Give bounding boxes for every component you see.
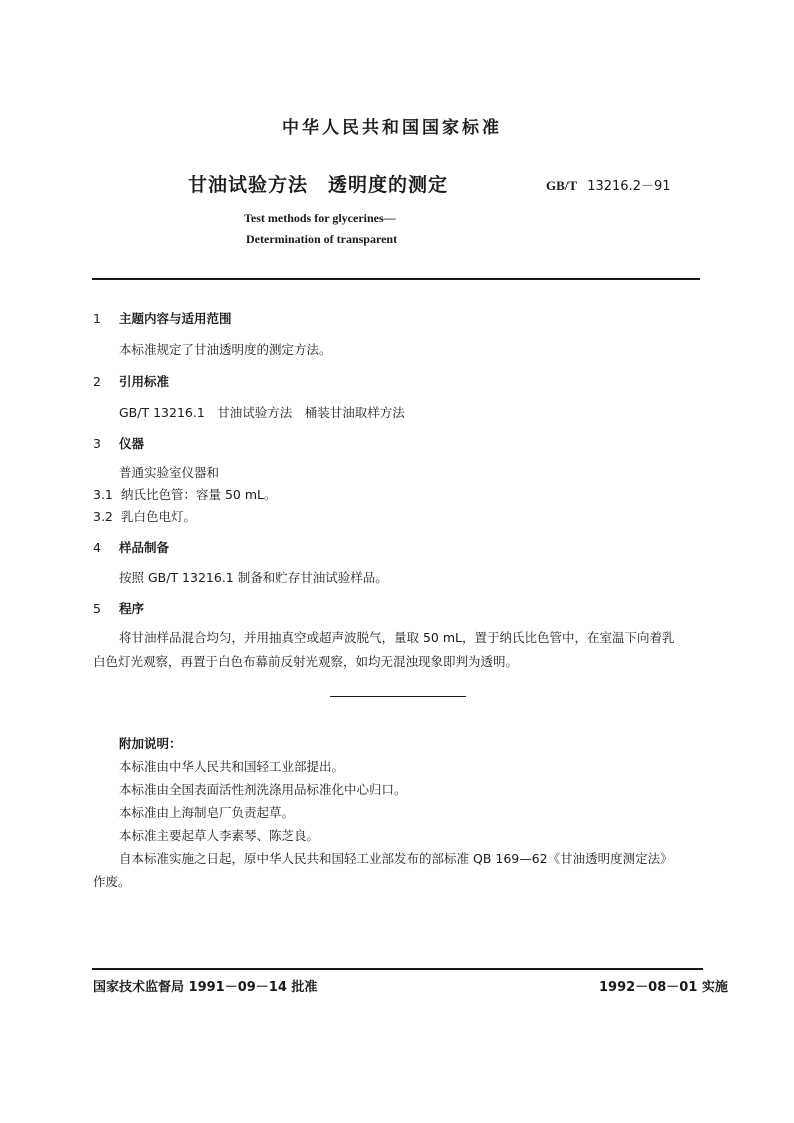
section-4-heading — [93, 538, 169, 556]
document-title-cn: 甘油试验方法 透明度的测定 — [188, 174, 449, 196]
section-title: 样品制备 — [119, 540, 170, 555]
section-number: 2 — [93, 374, 101, 389]
standard-code — [546, 175, 671, 194]
section-title: 程序 — [119, 601, 145, 616]
notes-line: 本标准由全国表面活性剂洗涤用品标准化中心归口。 — [119, 782, 407, 797]
section-number: 4 — [93, 540, 101, 555]
subsection-number: 3.1 — [93, 487, 113, 502]
header-divider — [92, 278, 700, 280]
notes-line: 本标准由中华人民共和国轻工业部提出。 — [119, 759, 345, 774]
content-end-divider — [330, 696, 466, 697]
subsection-text: 乳白色电灯。 — [121, 509, 197, 524]
notes-continuation: 作废。 — [93, 874, 131, 889]
section-number: 1 — [93, 311, 101, 326]
national-standard-title: 中华人民共和国国家标准 — [282, 118, 502, 138]
effective-date: 1992－08－01 实施 — [599, 980, 728, 995]
section-1-heading — [93, 309, 232, 327]
subsection-text: 纳氏比色管：容量 50 mL。 — [121, 487, 277, 502]
footer-divider — [92, 968, 703, 970]
notes-line: 本标准主要起草人李素琴、陈芝良。 — [119, 828, 320, 843]
section-4-text: 按照 GB/T 13216.1 制备和贮存甘油试验样品。 — [119, 570, 388, 585]
document-title-en-line1: Test methods for glycerines— — [244, 211, 396, 225]
section-number: 3 — [93, 436, 101, 451]
document-title-en-line2: Determination of transparent — [246, 232, 398, 246]
notes-title: 附加说明： — [119, 736, 182, 751]
section-5-text-line2: 白色灯光观察，再置于白色布幕前反射光观察，如均无混浊现象即判为透明。 — [93, 654, 519, 669]
section-1-text: 本标准规定了甘油透明度的测定方法。 — [119, 342, 332, 357]
approval-date: 国家技术监督局 1991－09－14 批准 — [93, 980, 318, 995]
section-3-heading — [93, 434, 144, 452]
section-title: 主题内容与适用范围 — [119, 311, 232, 326]
section-3-text: 普通实验室仪器和 — [119, 465, 220, 480]
standard-code-number: 13216.2－91 — [587, 179, 671, 194]
section-title: 仪器 — [119, 436, 145, 451]
subsection-number: 3.2 — [93, 509, 113, 524]
section-2-text: GB/T 13216.1 甘油试验方法 桶装甘油取样方法 — [119, 405, 405, 420]
subsection-3-2 — [93, 507, 196, 525]
notes-line: 自本标准实施之日起，原中华人民共和国轻工业部发布的部标准 QB 169—62《甘油透明度测定法》 — [119, 851, 673, 866]
section-title: 引用标准 — [119, 374, 170, 389]
subsection-3-1 — [93, 485, 277, 503]
standard-code-prefix: GB/T — [546, 178, 578, 193]
section-2-heading — [93, 372, 169, 390]
section-number: 5 — [93, 601, 101, 616]
section-5-heading — [93, 599, 144, 617]
notes-line: 本标准由上海制皂厂负责起草。 — [119, 805, 295, 820]
section-5-text-line1: 将甘油样品混合均匀，并用抽真空或超声波脱气，量取 50 mL，置于纳氏比色管中，在室温下向着乳 — [119, 630, 675, 645]
